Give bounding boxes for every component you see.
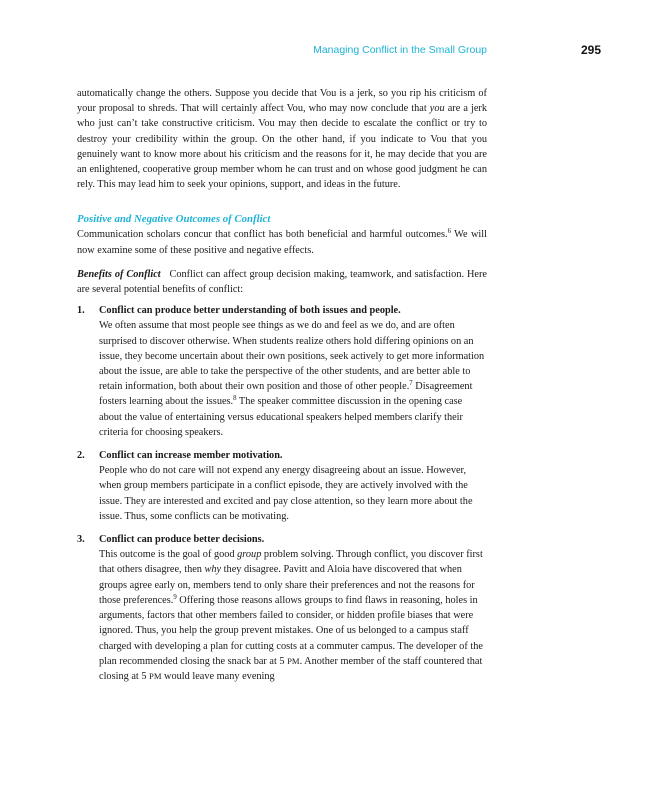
page-body — [77, 86, 487, 684]
section-text-b: We will now examine some of these positive and negative effects. — [77, 229, 487, 256]
footnote-ref-9: 9 — [173, 593, 177, 601]
item-body — [99, 547, 487, 684]
item-body-text: This outcome is the goal of good — [99, 549, 238, 561]
page-number: 295 — [580, 43, 601, 57]
item-body-text: problem solving. Through conflict, you discover first that others disagree, then — [99, 549, 483, 576]
item-number: 2. — [77, 450, 85, 462]
item-title: Conflict can produce better decisions. — [99, 534, 265, 546]
item-body-text: Disagreement fosters learning about the issues. — [99, 381, 473, 408]
intro-paragraph — [77, 86, 487, 192]
item-number: 3. — [77, 534, 85, 546]
small-caps-pm: PM — [149, 670, 162, 681]
list-item — [77, 303, 487, 440]
intro-text-b: are a jerk who just can’t take constructive criticism. Vou may then decide to escalate the conflict or try to destroy your credibility within the group. On the other hand, if you indicate to Vou that you genuinely want to know more about his criticism and the reasons for it, he may decide that you are an enlightened, cooperative group member whom he can trust and on whose good judgment he can rely. This may lead him to seek your opinions, support, and ideas in the future. — [77, 103, 487, 191]
footnote-ref-6: 6 — [447, 228, 451, 236]
benefits-runin-heading: Benefits of Conflict — [77, 268, 161, 280]
running-header — [0, 44, 645, 60]
item-body-text: The speaker committee discussion in the opening case about the value of entertaining versus educational speakers helped members clarify their criteria for choosing speakers. — [99, 396, 463, 438]
footnote-ref-7: 7 — [409, 380, 413, 388]
intro-emphasis-you: you — [429, 103, 445, 115]
section-paragraph — [77, 227, 487, 257]
item-number: 1. — [77, 305, 85, 317]
benefits-text: Conflict can affect group decision making, teamwork, and satisfaction. Here are several potential benefits of conflict: — [77, 268, 487, 296]
emphasis-group: group — [237, 549, 262, 561]
small-caps-pm: PM — [287, 655, 300, 666]
intro-text-a: automatically change the others. Suppose you decide that Vou is a jerk, so you rip his criticism of your proposal to shreds. That will certainly affect Vou, who may now conclude that — [77, 88, 487, 115]
item-title: Conflict can increase member motivation. — [99, 450, 283, 462]
section-text-a: Communication scholars concur that conflict has both beneficial and harmful outcomes. — [77, 229, 448, 241]
emphasis-why: why — [204, 564, 222, 576]
list-item — [77, 448, 487, 524]
item-body — [99, 318, 487, 440]
benefits-paragraph — [77, 267, 487, 297]
item-body-text: would leave many evening — [161, 670, 275, 682]
running-title: Managing Conflict in the Small Group — [313, 44, 487, 56]
item-body-text: . Another member of the staff countered that closing at 5 — [99, 655, 483, 682]
item-body: People who do not care will not expend any energy disagreeing about an issue. However, when group members participate in a conflict episode, they are actively involved with the issue. They are interested and excited and pay close attention, so they learn more about the issue. Thus, some conflicts can be motivating. — [99, 465, 473, 522]
item-body-text: Offering those reasons allows groups to find flaws in reasoning, holes in arguments, factors that other members failed to consider, or hidden profile biases that were ignored. Thus, you help the group prevent mistakes. One of us belonged to a campus staff charged with developing a plan for cutting costs at a commuter campus. The developer of the plan recommended closing the snack bar at 5 — [99, 594, 483, 667]
item-body-text: they disagree. Pavitt and Aloia have discovered that when groups agree early on, members tend to only share their preferences and not the reasons for those preferences. — [99, 564, 475, 606]
footnote-ref-8: 8 — [233, 395, 237, 403]
list-item — [77, 532, 487, 684]
section-heading: Positive and Negative Outcomes of Conflict — [77, 213, 271, 226]
item-body-text: We often assume that most people see things as we do and feel as we do, and are often surprised to discover otherwise. When students realize others hold differing opinions on an issue, they become uncertain about their own positions, seek actively to get more information about the issue, are able to take the perspective of the other students, and are better able to retain information, both about their own position and those of other people. — [99, 320, 485, 393]
item-title: Conflict can produce better understanding of both issues and people. — [99, 305, 401, 317]
